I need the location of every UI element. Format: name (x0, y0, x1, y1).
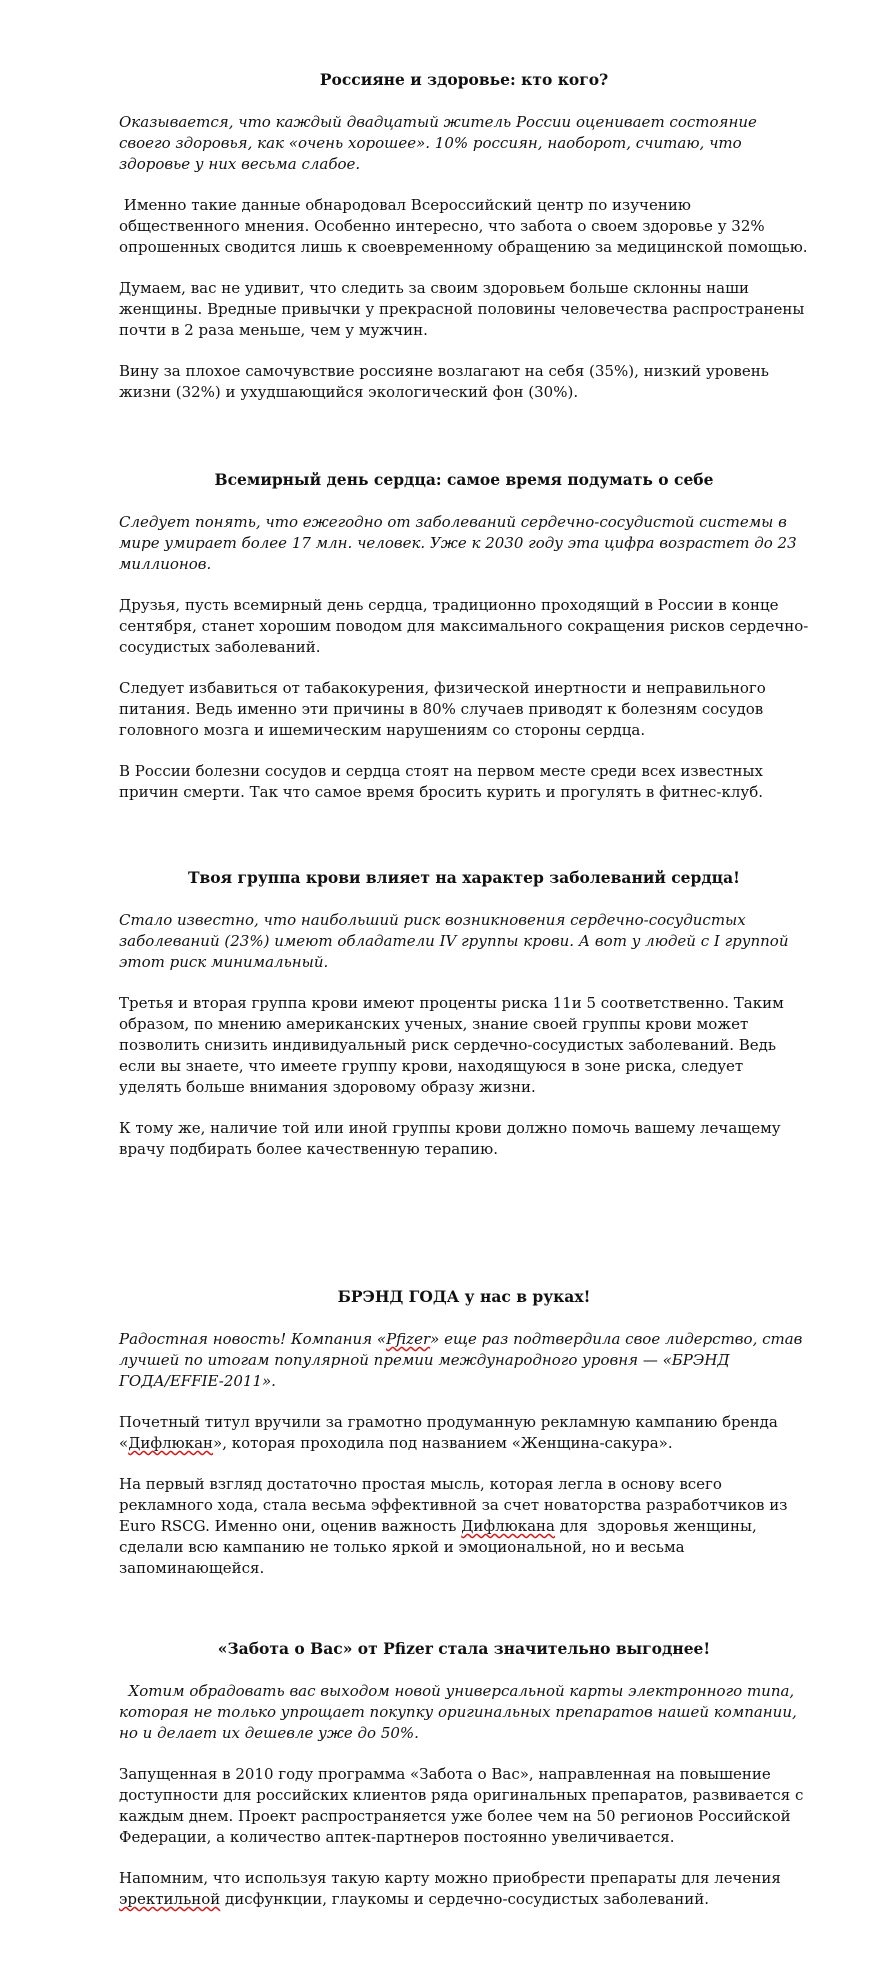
article-title: Россияне и здоровье: кто кого? (319, 70, 609, 89)
article-paragraph: К тому же, наличие той или иной группы крови должно помочь вашему лечащему врачу подбирать более качественную терапию. (119, 1119, 781, 1158)
spellcheck-word: Pfizer (386, 1330, 431, 1348)
article-title: «Забота о Вас» от Pfizer стала значительно выгоднее! (217, 1639, 711, 1658)
article-paragraph: Думаем, вас не удивит, что следить за своим здоровьем больше склонны наши женщины. Вредные привычки у прекрасной половины человечества распространены почти в 2 раза меньше, чем у мужчин. (119, 279, 805, 339)
spellcheck-word: эректильной (119, 1890, 221, 1908)
article-brand-of-year (119, 1287, 809, 1579)
article-lead: Оказывается, что каждый двадцатый житель России оценивает состояние своего здоровья, как «очень хорошее». 10% россиян, наоборот, считаю, что здоровье у них весьма слабое. (119, 113, 757, 173)
article-paragraph: Третья и вторая группа крови имеют проценты риска 11и 5 соответственно. Таким образом, по мнению американских ученых, знание своей группы крови может позволить снизить индивидуальный риск сердечно-сосудистых заболеваний. Ведь если вы знаете, что имеете группу крови, находящуюся в зоне риска, следует уделять больше внимания здоровому образу жизни. (119, 994, 784, 1096)
spellcheck-word: Дифлюкан (128, 1434, 214, 1452)
article-world-heart-day (119, 470, 809, 803)
article-paragraph: Запущенная в 2010 году программа «Забота о Вас», направленная на повышение доступности для российских клиентов ряда оригинальных препаратов, развивается с каждым днем. Проект распространяется уже более чем на 50 регионов Российской Федерации, а количество аптек-партнеров постоянно увеличивается. (119, 1765, 804, 1846)
article-paragraph: На первый взгляд достаточно простая мысль, которая легла в основу всего рекламного хода, стала весьма эффективной за счет новаторства разработчиков из Euro RSCG. Именно они, оценив важность Дифлюкана для здоровья женщины, сделали всю кампанию не только яркой и эмоциональной, но и весьма запоминающейся. (119, 1475, 793, 1577)
article-paragraph: Именно такие данные обнародовал Всероссийский центр по изучению общественного мнения. Особенно интересно, что забота о своем здоровье у 32% опрошенных сводится лишь к своевременному обращению за медицинской помощью. (119, 196, 808, 256)
article-russians-health (119, 70, 809, 403)
article-blood-type (119, 868, 809, 1160)
article-paragraph: В России болезни сосудов и сердца стоят на первом месте среди всех известных причин смерти. Так что самое время бросить курить и прогулять в фитнес-клуб. (119, 762, 764, 801)
article-paragraph: Почетный титул вручили за грамотно продуманную рекламную кампанию бренда «Дифлюкан», которая проходила под названием «Женщина-сакура». (119, 1413, 778, 1452)
article-lead: Хотим обрадовать вас выходом новой универсальной карты электронного типа, которая не только упрощает покупку оригинальных препаратов нашей компании, но и делает их дешевле уже до 50%. (119, 1682, 802, 1742)
article-paragraph: Следует избавиться от табакокурения, физической инертности и неправильного питания. Ведь именно эти причины в 80% случаев приводят к болезням сосудов головного мозга и ишемическим нарушениям со стороны сердца. (119, 679, 766, 739)
article-lead: Следует понять, что ежегодно от заболеваний сердечно-сосудистой системы в мире умирает более 17 млн. человек. Уже к 2030 году эта цифра возрастет до 23 миллионов. (119, 513, 797, 573)
article-title: Твоя группа крови влияет на характер заболеваний сердца! (188, 868, 740, 887)
article-care-program (119, 1639, 809, 1910)
article-paragraph: Напомним, что используя такую карту можно приобрести препараты для лечения эректильной дисфункции, глаукомы и сердечно-сосудистых заболеваний. (119, 1869, 781, 1908)
spellcheck-word: Дифлюкана (461, 1517, 555, 1535)
article-title: БРЭНД ГОДА у нас в руках! (337, 1287, 591, 1306)
article-lead: Радостная новость! Компания «Pfizer» еще раз подтвердила свое лидерство, став лучшей по итогам популярной премии международного уровня — «БРЭНД ГОДА/EFFIE-2011». (119, 1330, 803, 1390)
article-paragraph: Друзья, пусть всемирный день сердца, традиционно проходящий в России в конце сентября, станет хорошим поводом для максимального сокращения рисков сердечно-сосудистых заболеваний. (119, 596, 809, 656)
article-title: Всемирный день сердца: самое время подумать о себе (214, 470, 714, 489)
article-lead: Стало известно, что наибольший риск возникновения сердечно-сосудистых заболеваний (23%) имеют обладатели IV группы крови. А вот у людей с I группой этот риск минимальный. (119, 911, 789, 971)
article-paragraph: Вину за плохое самочувствие россияне возлагают на себя (35%), низкий уровень жизни (32%) и ухудшающийся экологический фон (30%). (119, 362, 769, 401)
